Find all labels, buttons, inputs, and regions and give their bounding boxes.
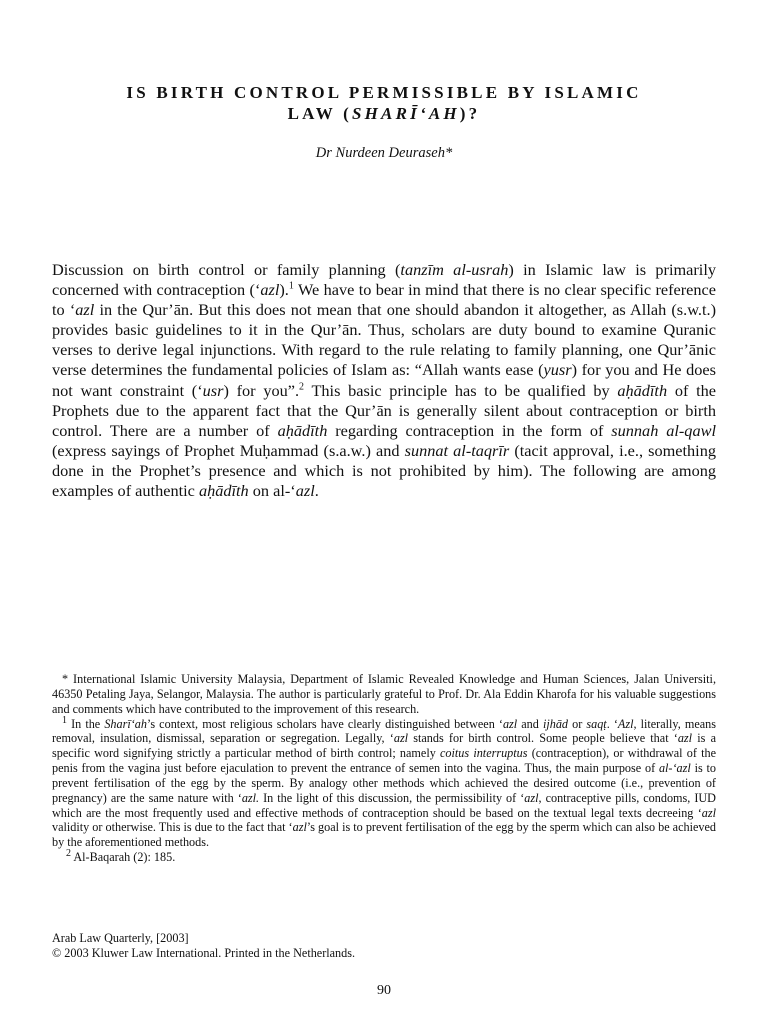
body-paragraph: Discussion on birth control or family planning (tanzīm al-usrah) in Islamic law is primarily concerned with contraception (‘azl).$^1$ We have to bear in mind that there is no clear specific reference to ‘azl in the Qur’ān. But this does not mean that one should abandon it altogether, as Allah (s.w.t.) provides basic guidelines to it in the Qur’ān. Thus, scholars are duty bound to examine Quranic verses to derive legal injunctions. With regard to the rule relating to family planning, one Qur’ānic verse determines the fundamental policies of Islam as: “Allah wants ease (yusr) for you and He does not want constraint (‘usr) for you”.$^2$ This basic principle has to be qualified by aḥādīth of the Prophets due to the apparent fact that the Qur’ān is generally silent about contraception or birth control. There are a number of aḥādīth regarding contraception in the form of sunnah al-qawl (express sayings of Prophet Muḥammad (s.a.w.) and sunnat al-taqrīr (tacit approval, i.e., something done in the Prophet’s presence and which is not prohibited by him). The following are among examples of authentic aḥādīth on al-‘azl. (52, 260, 717, 501)
footnote-2-mark: 2 (66, 848, 71, 860)
footnote-1: $^1$ In the Sharī‘ah’s context, most religious scholars have clearly distinguished between ‘azl and ijhād or saqṭ. ‘Azl, literally, means removal, insulation, dismissal, separation or segregation. Legally, ‘azl stands for birth control. Some people believe that ‘azl is a specific word signifying strictly a particular method of birth control; namely coitus interruptus (contraception), or withdrawal of the penis from the vagina just before ejaculation to prevent the entrance of semen into the vagina. Thus, the main purpose of al-‘azl is to prevent fertilisation of the egg by the sperm. By analogy other methods which achieved the desired outcome (i.e., prevention of pregnancy) are the same nature with ‘azl. In the light of this discussion, the permissibility of ‘azl, contraceptive pills, condoms, IUD which are the most frequently used and effective methods of contraception should be based on the textual legal texts decreeing ‘azl validity or otherwise. This is due to the fact that ‘azl’s goal is to prevent fertilisation of the egg by the sperm which can also be achieved by the aforementioned methods. (52, 714, 717, 850)
journal-citation: Arab Law Quarterly, [2003] (52, 931, 189, 945)
journal-info (52, 931, 355, 961)
footnote-star-mark: * (62, 672, 69, 686)
footnote-ref-2: 2 (299, 381, 305, 393)
title-line-1: IS BIRTH CONTROL PERMISSIBLE BY ISLAMIC (126, 83, 642, 102)
page-number: 90 (377, 983, 391, 998)
copyright-line: © 2003 Kluwer Law International. Printed in the Netherlands. (52, 946, 356, 960)
footnote-ref-1: 1 (288, 280, 294, 292)
title-line-2-pre: LAW ( (287, 104, 352, 123)
title-line-2-post: )? (459, 104, 481, 123)
footnote-2: $^2$ Al-Baqarah (2): 185. (66, 848, 176, 865)
footnote-author: * International Islamic University Malaysia, Department of Islamic Revealed Knowledge and Human Sciences, Jalan Universiti, 46350 Petaling Jaya, Selangor, Malaysia. The author is particularly grateful to Prof. Dr. Ala Eddin Kharofa for his valuable suggestions and comments which have contributed to the improvement of this research. (52, 672, 716, 716)
title-line-2 (50, 103, 718, 124)
title-line-2-italic: SHARĪ‘AH (351, 104, 460, 123)
footnotes (52, 672, 716, 865)
author-name: Dr Nurdeen Deuraseh* (315, 145, 453, 161)
footnote-1-mark: 1 (62, 714, 67, 726)
article-title (50, 82, 718, 124)
